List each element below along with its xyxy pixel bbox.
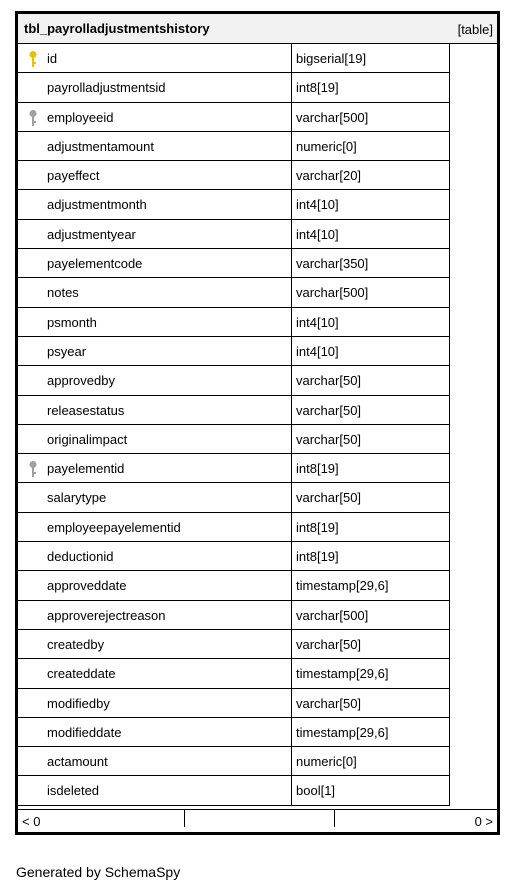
column-row[interactable]	[18, 513, 450, 542]
column-name: id	[47, 51, 58, 66]
children-count: 0 >	[474, 814, 493, 829]
column-row[interactable]	[18, 366, 450, 395]
column-type-cell	[292, 308, 450, 336]
column-row[interactable]	[18, 718, 450, 747]
column-type-cell	[292, 220, 450, 248]
column-name: salarytype	[47, 490, 107, 506]
column-type: timestamp[29,6]	[296, 724, 389, 740]
column-name: psyear	[47, 343, 87, 359]
column-type: varchar[500]	[296, 285, 369, 301]
column-type-cell	[292, 483, 450, 511]
table-footer	[18, 809, 497, 832]
foreign-key-icon	[27, 109, 39, 127]
column-name: employeeid	[47, 109, 114, 125]
column-name: approvedby	[47, 373, 115, 389]
column-name-cell	[18, 425, 292, 453]
column-name-cell	[18, 44, 292, 72]
column-type-cell	[292, 776, 450, 804]
column-name-cell	[18, 220, 292, 248]
column-type-cell	[292, 513, 450, 541]
column-name-cell	[18, 278, 292, 306]
column-name: payrolladjustmentsid	[47, 80, 166, 96]
table-diagram	[15, 11, 500, 835]
column-name: createdby	[47, 636, 105, 652]
column-type-cell	[292, 366, 450, 394]
column-row[interactable]	[18, 337, 450, 366]
column-type: varchar[20]	[296, 168, 362, 184]
column-type: int8[19]	[296, 461, 339, 477]
column-name: createddate	[47, 666, 116, 682]
parents-count: < 0	[22, 814, 41, 829]
column-name: originalimpact	[47, 431, 128, 447]
column-row[interactable]	[18, 44, 450, 73]
column-type: int4[10]	[296, 314, 339, 330]
column-row[interactable]	[18, 454, 450, 483]
column-type: timestamp[29,6]	[296, 578, 389, 594]
column-type: varchar[500]	[296, 109, 369, 125]
column-name-cell	[18, 337, 292, 365]
column-row[interactable]	[18, 659, 450, 688]
column-name: psmonth	[47, 314, 97, 330]
column-type-cell	[292, 454, 450, 482]
column-type: bool[1]	[296, 783, 336, 799]
column-type: varchar[50]	[296, 402, 362, 418]
column-row[interactable]	[18, 571, 450, 600]
column-name-cell	[18, 454, 292, 482]
generated-by-text: Generated by SchemaSpy	[16, 864, 181, 880]
column-type: bigserial[19]	[296, 51, 367, 66]
table-header	[18, 14, 497, 44]
column-name-cell	[18, 571, 292, 599]
column-type-cell	[292, 249, 450, 277]
column-type-cell	[292, 689, 450, 717]
column-type-cell	[292, 396, 450, 424]
column-name-cell	[18, 718, 292, 746]
column-type: timestamp[29,6]	[296, 666, 389, 682]
column-row[interactable]	[18, 601, 450, 630]
column-type-cell	[292, 103, 450, 131]
column-type-cell	[292, 630, 450, 658]
column-name-cell	[18, 542, 292, 570]
column-type-cell	[292, 542, 450, 570]
footer-divider	[334, 810, 335, 827]
column-name-cell	[18, 689, 292, 717]
column-name: adjustmentmonth	[47, 197, 147, 213]
column-name-cell	[18, 249, 292, 277]
column-row[interactable]	[18, 308, 450, 337]
column-type-cell	[292, 601, 450, 629]
column-row[interactable]	[18, 161, 450, 190]
column-type: varchar[50]	[296, 431, 362, 447]
column-type-cell	[292, 337, 450, 365]
column-type-cell	[292, 278, 450, 306]
column-name: modifieddate	[47, 724, 122, 740]
column-name: notes	[47, 285, 79, 301]
column-name-cell	[18, 73, 292, 101]
footer-divider	[184, 810, 185, 827]
column-name: adjustmentamount	[47, 138, 154, 154]
column-type-cell	[292, 659, 450, 687]
column-type: int4[10]	[296, 197, 339, 213]
column-name-cell	[18, 601, 292, 629]
column-name-cell	[18, 190, 292, 218]
column-name: releasestatus	[47, 402, 125, 418]
column-name: deductionid	[47, 549, 114, 565]
column-type: int4[10]	[296, 343, 339, 359]
column-type: varchar[50]	[296, 373, 362, 389]
column-name-cell	[18, 103, 292, 131]
column-type: numeric[0]	[296, 754, 357, 770]
column-row[interactable]	[18, 220, 450, 249]
column-name-cell	[18, 513, 292, 541]
column-type: varchar[350]	[296, 256, 369, 272]
column-type-cell	[292, 44, 450, 72]
column-type: varchar[500]	[296, 607, 369, 623]
column-type: numeric[0]	[296, 138, 357, 154]
column-row[interactable]	[18, 542, 450, 571]
table-type-label: [table]	[457, 22, 493, 37]
column-name-cell	[18, 659, 292, 687]
column-name: actamount	[47, 754, 108, 770]
column-name: payelementcode	[47, 256, 143, 272]
column-type: int8[19]	[296, 80, 339, 96]
column-name: adjustmentyear	[47, 226, 136, 242]
foreign-key-icon	[27, 460, 39, 478]
column-name-cell	[18, 776, 292, 804]
column-row[interactable]	[18, 190, 450, 219]
column-type: int8[19]	[296, 549, 339, 565]
column-type: varchar[50]	[296, 695, 362, 711]
column-type-cell	[292, 161, 450, 189]
column-row[interactable]	[18, 483, 450, 512]
column-name: modifiedby	[47, 695, 110, 711]
column-type-cell	[292, 190, 450, 218]
column-type-cell	[292, 132, 450, 160]
column-name-cell	[18, 396, 292, 424]
column-name: isdeleted	[47, 783, 100, 799]
column-row[interactable]	[18, 689, 450, 718]
column-name: payelementid	[47, 461, 125, 477]
column-row[interactable]	[18, 132, 450, 161]
column-name-cell	[18, 483, 292, 511]
column-type: varchar[50]	[296, 490, 362, 506]
column-type: int4[10]	[296, 226, 339, 242]
column-list	[18, 44, 497, 806]
primary-key-icon	[27, 50, 39, 68]
column-type: int8[19]	[296, 519, 339, 535]
column-name-cell	[18, 132, 292, 160]
column-row[interactable]	[18, 396, 450, 425]
column-type-cell	[292, 73, 450, 101]
column-name-cell	[18, 630, 292, 658]
table-name[interactable]: tbl_payrolladjustmentshistory	[24, 21, 210, 36]
column-name-cell	[18, 308, 292, 336]
column-type: varchar[50]	[296, 636, 362, 652]
column-name: approveddate	[47, 578, 127, 594]
column-name: employeepayelementid	[47, 519, 181, 535]
column-row[interactable]	[18, 630, 450, 659]
column-type-cell	[292, 425, 450, 453]
column-name-cell	[18, 161, 292, 189]
column-row[interactable]	[18, 73, 450, 102]
column-row[interactable]	[18, 776, 450, 805]
column-row[interactable]	[18, 249, 450, 278]
column-type-cell	[292, 571, 450, 599]
column-row[interactable]	[18, 747, 450, 776]
column-name-cell	[18, 747, 292, 775]
column-name: approverejectreason	[47, 607, 166, 623]
column-type-cell	[292, 718, 450, 746]
column-row[interactable]	[18, 425, 450, 454]
column-row[interactable]	[18, 278, 450, 307]
column-row[interactable]	[18, 103, 450, 132]
column-type-cell	[292, 747, 450, 775]
column-name-cell	[18, 366, 292, 394]
column-name: payeffect	[47, 168, 100, 184]
